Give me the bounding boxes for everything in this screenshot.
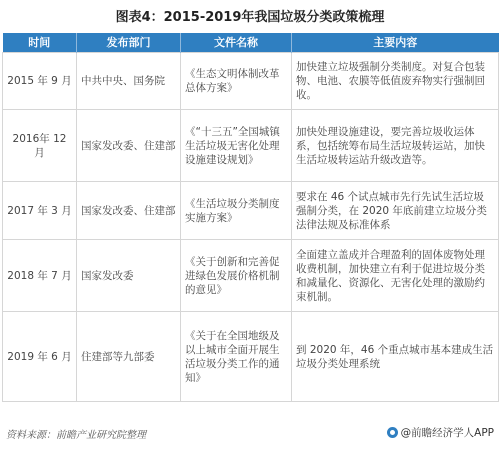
cell-content: 加快建立垃圾强制分类制度。对复合包装物、电池、农膜等低值废弃物实行强制回收。 <box>292 53 499 110</box>
table-row <box>3 240 499 312</box>
cell-doc: 《“十三五”全国城镇生活垃圾无害化处理设施建设规划》 <box>181 110 292 182</box>
column-header-doc: 文件名称 <box>181 33 292 53</box>
cell-time: 2016年 12 月 <box>3 110 77 182</box>
cell-dept: 国家发改委、住建部 <box>77 182 181 240</box>
cell-dept: 国家发改委 <box>77 240 181 312</box>
cell-doc: 《关于在全国地级及以上城市全面开展生活垃圾分类工作的通知》 <box>181 312 292 402</box>
cell-doc: 《关于创新和完善促进绿色发展价格机制的意见》 <box>181 240 292 312</box>
column-header-time: 时间 <box>3 33 77 53</box>
cell-time: 2018 年 7 月 <box>3 240 77 312</box>
cell-content: 全面建立盖成并合理盈利的固体废物处理收费机制，加快建立有利于促进垃圾分类和减量化、资源化、无害化处理的激励约束机制。 <box>292 240 499 312</box>
column-header-content: 主要内容 <box>292 33 499 53</box>
table-row <box>3 110 499 182</box>
table-row <box>3 182 499 240</box>
policy-table <box>2 33 499 402</box>
cell-time: 2017 年 3 月 <box>3 182 77 240</box>
table-row <box>3 312 499 402</box>
cell-dept: 中共中央、国务院 <box>77 53 181 110</box>
brand-logo-icon <box>387 427 398 438</box>
table-header-row <box>3 33 499 53</box>
cell-doc: 《生态文明体制改革总体方案》 <box>181 53 292 110</box>
page-title: 图表4：2015-2019年我国垃圾分类政策梳理 <box>115 10 385 25</box>
table-row <box>3 53 499 110</box>
cell-dept: 国家发改委、住建部 <box>77 110 181 182</box>
cell-dept: 住建部等九部委 <box>77 312 181 402</box>
column-header-dept: 发布部门 <box>77 33 181 53</box>
cell-time: 2015 年 9 月 <box>3 53 77 110</box>
cell-doc: 《生活垃圾分类制度实施方案》 <box>181 182 292 240</box>
cell-time: 2019 年 6 月 <box>3 312 77 402</box>
cell-content: 到 2020 年，46 个重点城市基本建成生活垃圾分类处理系统 <box>292 312 499 402</box>
cell-content: 加快处理设施建设，要完善垃圾收运体系，包括统筹布局生活垃圾转运站，加快生活垃圾转运站升级改造等。 <box>292 110 499 182</box>
source-note: 资料来源：前瞻产业研究院整理 <box>6 430 146 441</box>
brand-credit <box>387 425 494 440</box>
cell-content: 要求在 46 个试点城市先行先试生活垃圾强制分类，在 2020 年底前建立垃圾分类法律法规及标准体系 <box>292 182 499 240</box>
brand-text: @前瞻经济学人APP <box>400 427 494 439</box>
